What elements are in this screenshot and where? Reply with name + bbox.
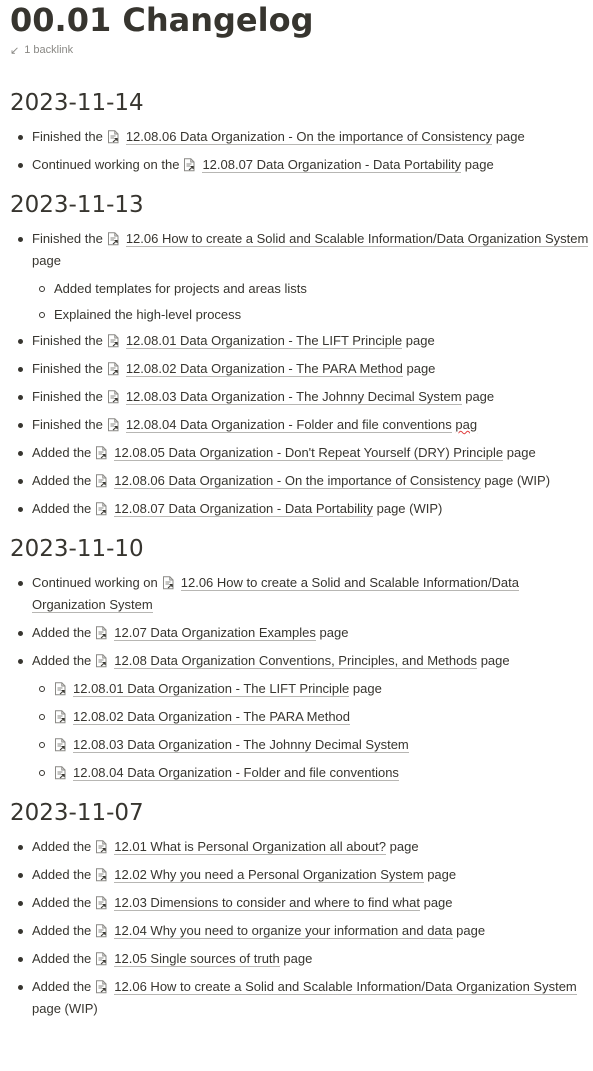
page-link[interactable]: 12.08.02 Data Organization - The PARA Method [73,709,351,724]
changelog-sections [10,88,593,1020]
page-link-icon [107,232,120,246]
page-link[interactable]: 12.08.05 Data Organization - Don't Repeat Yourself (DRY) Principle [114,445,504,460]
changelog-section [10,190,593,520]
item-prefix: Finished the [32,389,103,404]
item-prefix: Added the [32,923,92,938]
list-item [10,836,593,858]
item-suffix: page [32,253,61,268]
item-prefix: Added the [32,979,92,994]
list-item [10,358,593,380]
sub-list-item [10,762,593,784]
page-link[interactable]: 12.08.03 Data Organization - The Johnny Decimal System [73,737,409,752]
item-suffix: page [423,895,453,910]
list-item [10,470,593,492]
item-suffix: page (WIP) [484,473,551,488]
list-item [10,892,593,914]
item-prefix: Added the [32,895,92,910]
page-link[interactable]: 12.04 Why you need to organize your information and data [114,923,453,938]
page-link-icon [95,840,108,854]
item-suffix: page [352,681,382,696]
item-suffix: page [389,839,419,854]
page-link[interactable]: 12.08.07 Data Organization - Data Portability [114,501,373,516]
page-link-icon [107,362,120,376]
list-item [10,622,593,644]
page-link-icon [95,868,108,882]
list-item [10,386,593,408]
section-date-heading: 2023-11-07 [10,800,144,826]
section-date-heading: 2023-11-13 [10,192,144,218]
list-item [10,414,593,436]
item-prefix: Continued working on [32,575,158,590]
sub-item-text: Explained the high-level process [54,307,242,322]
list-item [10,864,593,886]
list-item [10,976,593,1020]
arrow-down-left-icon: ↙ [10,44,20,57]
item-suffix: page [283,951,313,966]
changelog-section [10,798,593,1020]
item-prefix: Added the [32,839,92,854]
item-suffix: page [506,445,536,460]
page-link[interactable]: 12.08.01 Data Organization - The LIFT Principle [73,681,350,696]
backlink-label: 1 backlink [24,44,74,56]
page-link[interactable]: 12.08 Data Organization Conventions, Principles, and Methods [114,653,478,668]
list-item [10,154,593,176]
page-link-icon [95,474,108,488]
item-suffix: page [427,867,457,882]
page-link[interactable]: 12.08.07 Data Organization - Data Portability [202,157,462,172]
item-prefix: Added the [32,951,92,966]
page-link-icon [95,980,108,994]
item-suffix: pag [455,417,478,432]
page-link-icon [54,710,67,724]
changelog-list [10,572,593,784]
sub-item-text: Added templates for projects and areas lists [54,281,307,296]
list-item [10,330,593,352]
changelog-section [10,88,593,176]
page-link-icon [95,924,108,938]
item-prefix: Added the [32,867,92,882]
sub-list-item [10,734,593,756]
sub-list-item [10,278,593,300]
page-link-icon [95,896,108,910]
item-prefix: Finished the [32,129,103,144]
page-link[interactable]: 12.08.06 Data Organization - On the importance of Consistency [125,129,493,144]
item-prefix: Added the [32,625,92,640]
item-suffix: page [405,333,435,348]
page-link-icon [95,626,108,640]
changelog-list [10,228,593,520]
list-item [10,126,593,148]
page-link-icon [95,446,108,460]
item-prefix: Continued working on the [32,157,180,172]
changelog-list [10,126,593,176]
page-link-icon [95,502,108,516]
item-suffix: page [456,923,486,938]
item-prefix: Added the [32,445,92,460]
page-link[interactable]: 12.08.03 Data Organization - The Johnny Decimal System [125,389,462,404]
item-suffix: page [465,389,495,404]
page-link[interactable]: 12.06 How to create a Solid and Scalable Information/Data Organization System [32,575,519,612]
page-link[interactable]: 12.06 How to create a Solid and Scalable Information/Data Organization System [114,979,577,994]
list-item [10,228,593,272]
page-link[interactable]: 12.02 Why you need a Personal Organization System [114,867,424,882]
item-prefix: Finished the [32,333,103,348]
page-link-icon [95,952,108,966]
list-item [10,650,593,672]
page-link[interactable]: 12.08.04 Data Organization - Folder and file conventions [125,417,452,432]
item-prefix: Added the [32,473,92,488]
page-link-icon [107,390,120,404]
list-item [10,498,593,520]
page-link[interactable]: 12.03 Dimensions to consider and where to find what [114,895,420,910]
section-date-heading: 2023-11-14 [10,90,144,116]
changelog-section [10,534,593,784]
page-link-icon [95,654,108,668]
page-link-icon [107,334,120,348]
changelog-list [10,836,593,1020]
page-link[interactable]: 12.01 What is Personal Organization all about? [114,839,386,854]
page-link-icon [107,418,120,432]
list-item [10,948,593,970]
item-prefix: Finished the [32,231,103,246]
item-suffix: page [464,157,494,172]
page-link-icon [183,158,196,172]
page-link[interactable]: 12.06 How to create a Solid and Scalable Information/Data Organization System [125,231,589,246]
page-link-icon [54,766,67,780]
section-date-heading: 2023-11-10 [10,536,144,562]
sub-list-item [10,678,593,700]
page-link-icon [107,130,120,144]
list-item [10,920,593,942]
item-suffix: page (WIP) [376,501,443,516]
item-suffix: page [495,129,525,144]
page-link[interactable]: 12.08.02 Data Organization - The PARA Method [125,361,403,376]
item-prefix: Added the [32,653,92,668]
sub-list-item [10,706,593,728]
page-link-icon [162,576,175,590]
page-link[interactable]: 12.08.06 Data Organization - On the importance of Consistency [114,473,481,488]
page-link[interactable]: 12.08.01 Data Organization - The LIFT Principle [125,333,403,348]
page-link[interactable]: 12.07 Data Organization Examples [114,625,316,640]
backlink-indicator[interactable] [10,42,593,58]
list-item [10,572,593,616]
page-link[interactable]: 12.08.04 Data Organization - Folder and file conventions [73,765,399,780]
page-link-icon [54,682,67,696]
sub-list-item [10,304,593,326]
item-prefix: Added the [32,501,92,516]
page-title: 00.01 Changelog [10,1,314,39]
item-prefix: Finished the [32,361,103,376]
item-prefix: Finished the [32,417,103,432]
item-suffix: page [406,361,436,376]
page-link-icon [54,738,67,752]
item-suffix: page [480,653,510,668]
item-suffix: page (WIP) [32,1001,98,1016]
item-suffix: page [319,625,349,640]
list-item [10,442,593,464]
page-link[interactable]: 12.05 Single sources of truth [114,951,280,966]
